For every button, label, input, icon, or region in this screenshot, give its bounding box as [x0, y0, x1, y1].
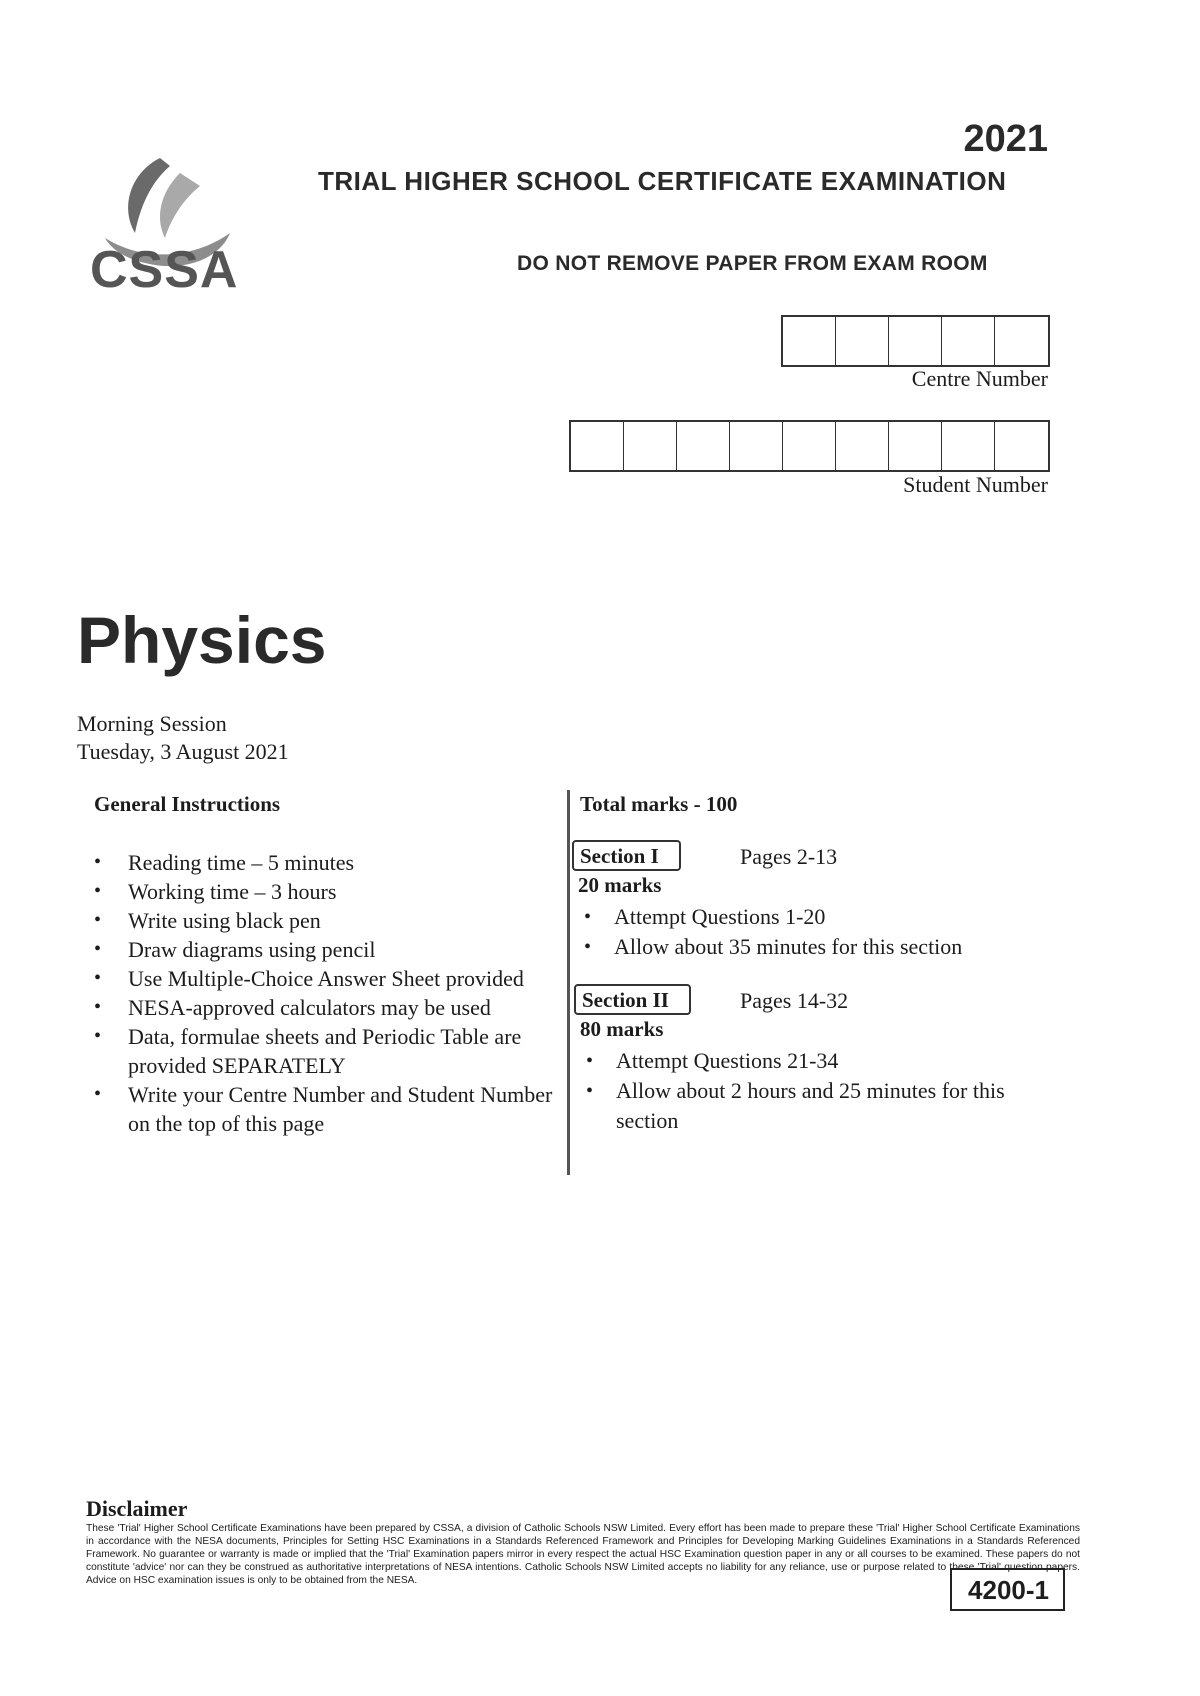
section-1-label: Section I [572, 840, 681, 871]
subject-title: Physics [77, 603, 327, 677]
centre-number-boxes[interactable] [781, 315, 1050, 367]
student-number-digit[interactable] [889, 422, 942, 470]
section-instruction-item: • Attempt Questions 1-20 [584, 902, 1024, 932]
section-instruction-item: • Allow about 2 hours and 25 minutes for this section [586, 1076, 1056, 1136]
student-number-digit[interactable] [571, 422, 624, 470]
instruction-item: • Reading time – 5 minutes [94, 848, 554, 877]
section-1-pages: Pages 2-13 [740, 844, 838, 869]
section-instruction-item: • Allow about 35 minutes for this section [584, 932, 1024, 962]
section-instruction-item: • Attempt Questions 21-34 [586, 1046, 1056, 1076]
section-1-instructions [584, 902, 1024, 962]
student-number-digit[interactable] [783, 422, 836, 470]
instruction-item: • Data, formulae sheets and Periodic Table are provided SEPARATELY [94, 1022, 554, 1080]
centre-number-digit[interactable] [889, 317, 942, 365]
student-number-digit[interactable] [624, 422, 677, 470]
student-number-digit[interactable] [942, 422, 995, 470]
logo-swoosh-light [160, 173, 200, 238]
section-2-marks: 80 marks [580, 1017, 664, 1041]
general-instructions-heading: General Instructions [94, 792, 281, 816]
exam-date: Tuesday, 3 August 2021 [77, 739, 289, 764]
logo-wordmark: CSSA [90, 241, 239, 299]
exam-room-notice: DO NOT REMOVE PAPER FROM EXAM ROOM [517, 252, 988, 275]
general-instructions-list [94, 848, 554, 1138]
student-number-digit[interactable] [836, 422, 889, 470]
centre-number-digit[interactable] [783, 317, 836, 365]
column-divider [567, 790, 570, 1175]
paper-code: 4200-1 [950, 1568, 1065, 1611]
section-2-pages: Pages 14-32 [740, 988, 849, 1013]
disclaimer-heading: Disclaimer [86, 1496, 188, 1521]
student-number-digit[interactable] [730, 422, 783, 470]
centre-number-digit[interactable] [836, 317, 889, 365]
session-name: Morning Session [77, 711, 227, 736]
section-2-label: Section II [574, 984, 691, 1015]
student-number-boxes[interactable] [569, 420, 1050, 472]
total-marks: Total marks - 100 [580, 792, 738, 816]
disclaimer-text: These 'Trial' Higher School Certificate Examinations have been prepared by CSSA, a division of Catholic Schools NSW Limited. Every effort has been made to prepare these 'Trial' Higher School Certificate Examinations in accordance with the NESA documents, Principles for Setting HSC Examinations in a Standards Referenced Framework and Principles for Developing Marking Guidelines Examinations in a Standards Referenced Framework. No guarantee or warranty is made or implied that the 'Trial' Examination papers mirror in every respect the actual HSC Examination question paper in any or all courses to be examined. These papers do not constitute 'advice' nor can they be construed as authoritative interpretations of NESA intentions. Catholic Schools NSW Limited accepts no liability for any reliance, use or purpose related to these 'Trial' question papers. Advice on HSC examination issues is only to be obtained from the NESA. [86, 1523, 1080, 1586]
instruction-item: • Write using black pen [94, 906, 554, 935]
student-number-digit[interactable] [677, 422, 730, 470]
instruction-item: • Write your Centre Number and Student Number on the top of this page [94, 1080, 554, 1138]
instruction-item: • Use Multiple-Choice Answer Sheet provided [94, 964, 554, 993]
instruction-item: • Working time – 3 hours [94, 877, 554, 906]
exam-year: 2021 [963, 118, 1048, 160]
exam-title: TRIAL HIGHER SCHOOL CERTIFICATE EXAMINATION [318, 166, 1007, 196]
session-info [77, 710, 289, 766]
instruction-item: • NESA-approved calculators may be used [94, 993, 554, 1022]
centre-number-label: Centre Number [911, 366, 1048, 391]
centre-number-digit[interactable] [995, 317, 1048, 365]
section-1-marks: 20 marks [578, 873, 662, 897]
section-2-instructions [586, 1046, 1056, 1136]
student-number-label: Student Number [903, 472, 1048, 497]
centre-number-digit[interactable] [942, 317, 995, 365]
student-number-digit[interactable] [995, 422, 1048, 470]
instruction-item: • Draw diagrams using pencil [94, 935, 554, 964]
